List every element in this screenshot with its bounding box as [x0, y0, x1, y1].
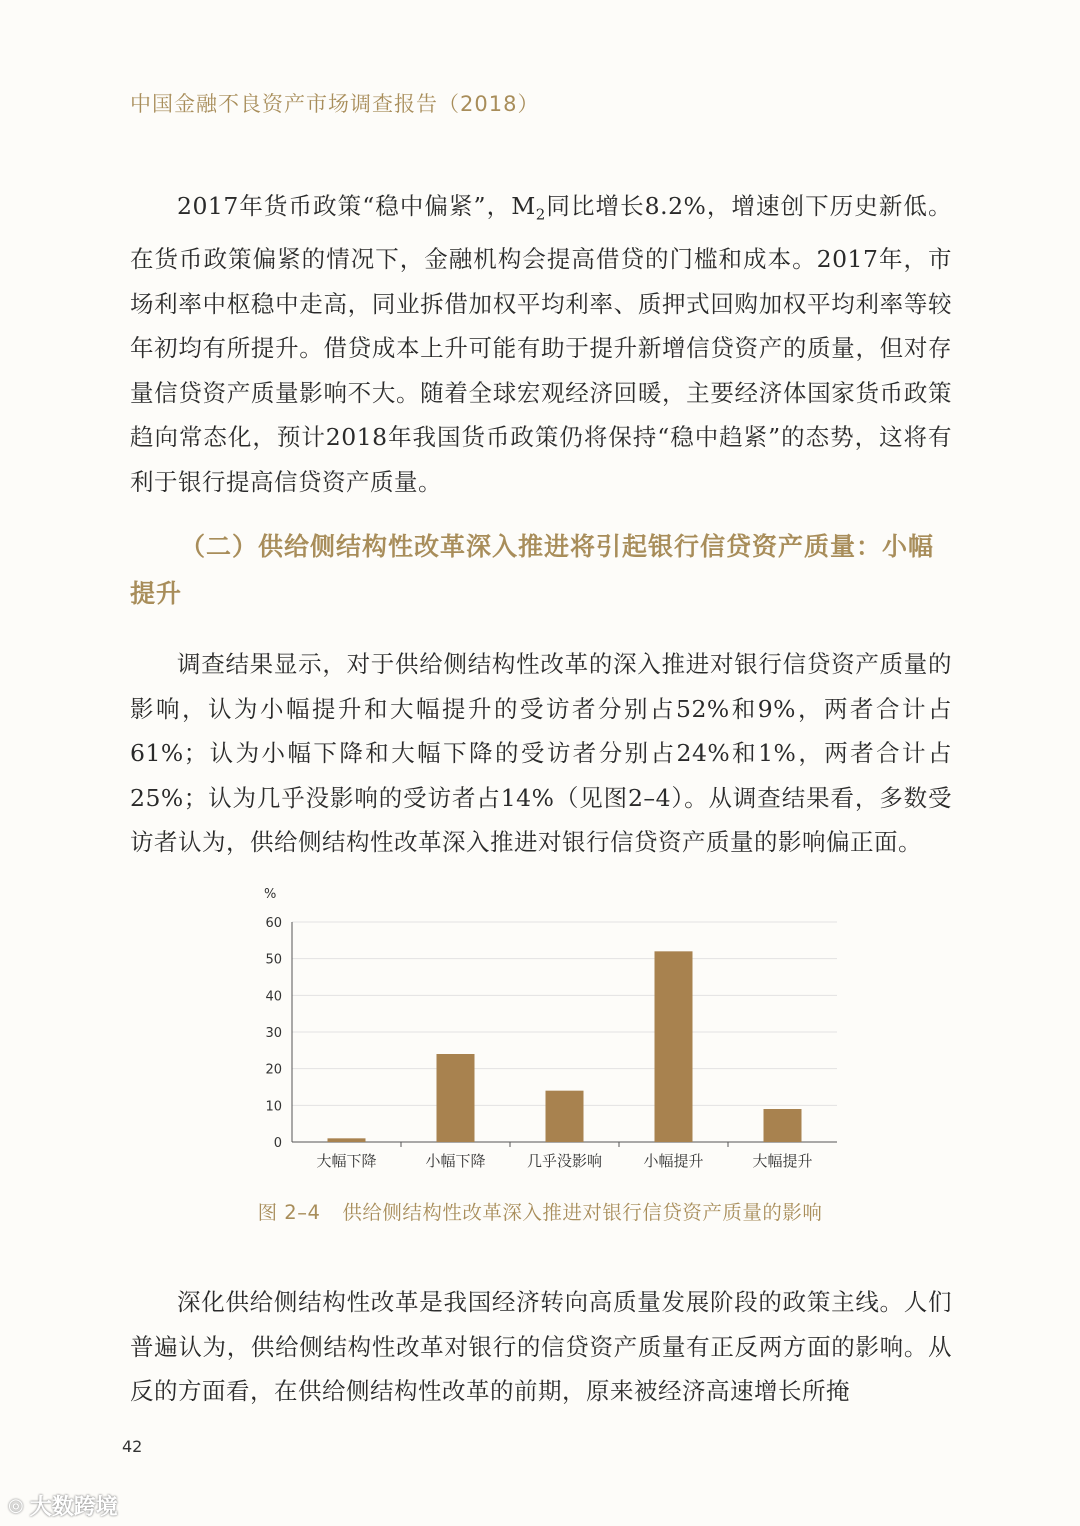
- bar: [764, 1109, 802, 1142]
- x-category-label: 大幅提升: [752, 1152, 813, 1170]
- bar: [437, 1054, 475, 1142]
- figure-title: 供给侧结构性改革深入推进对银行信贷资产质量的影响: [342, 1201, 823, 1224]
- paragraph-text: 2017年货币政策“稳中偏紧”，M: [177, 192, 536, 220]
- figure-number: 图 2–4: [257, 1201, 321, 1224]
- y-tick-label: 40: [265, 989, 282, 1005]
- y-tick-label: 60: [265, 916, 282, 931]
- y-axis-unit-label: %: [264, 887, 277, 902]
- page-number: 42: [122, 1437, 143, 1456]
- y-tick-label: 30: [265, 1026, 282, 1041]
- x-category-label: 小幅下降: [425, 1152, 486, 1170]
- y-tick-label: 10: [265, 1099, 282, 1115]
- bar: [328, 1138, 366, 1142]
- section-heading: （二）供给侧结构性改革深入推进将引起银行信贷资产质量：小幅提升: [130, 532, 935, 608]
- watermark: [8, 1490, 118, 1521]
- camera-circle-icon: ◎: [8, 1495, 24, 1516]
- bar-chart: [240, 875, 840, 1185]
- paragraph-text: 同比增长8.2%，增速创下历史新低。在货币政策偏紧的情况下，金融机构会提高借贷的门槛和成本。2017年，市场利率中枢稳中走高，同业拆借加权平均利率、质押式回购加权平均利率等较年初均有所提升。借贷成本上升可能有助于提升新增信贷资产的质量，但对存量信贷资产质量影响不大。随着全球宏观经济回暖，主要经济体国家货币政策趋向常态化，预计2018年我国货币政策仍将保持“稳中趋紧”的态势，这将有利于银行提高信贷资产质量。: [130, 192, 953, 496]
- running-header: 中国金融不良资产市场调查报告（2018）: [130, 92, 540, 116]
- x-category-label: 小幅提升: [643, 1152, 704, 1170]
- paragraph-supply-side-reform: 深化供给侧结构性改革是我国经济转向高质量发展阶段的政策主线。人们普遍认为，供给侧结构性改革对银行的信贷资产质量有正反两方面的影响。从反的方面看，在供给侧结构性改革的前期，原来被经济高速增长所掩: [130, 1288, 952, 1405]
- paragraph-monetary-policy: [130, 184, 952, 504]
- y-tick-label: 20: [265, 1062, 282, 1078]
- subscript: 2: [535, 205, 546, 224]
- y-tick-label: 0: [273, 1136, 282, 1151]
- watermark-text: 大数跨境: [29, 1495, 118, 1520]
- y-tick-label: 50: [265, 952, 282, 968]
- paragraph-survey-results: 调查结果显示，对于供给侧结构性改革的深入推进对银行信贷资产质量的影响，认为小幅提升和大幅提升的受访者分别占52%和9%，两者合计占61%；认为小幅下降和大幅下降的受访者分别占24%和1%，两者合计占25%；认为几乎没影响的受访者占14%（见图2–4）。从调查结果看，多数受访者认为，供给侧结构性改革深入推进对银行信贷资产质量的影响偏正面。: [130, 650, 952, 856]
- figure-caption: [0, 1197, 1080, 1225]
- bar: [546, 1091, 584, 1142]
- x-category-label: 几乎没影响: [526, 1152, 603, 1170]
- x-category-label: 大幅下降: [316, 1152, 377, 1170]
- bar: [655, 951, 693, 1142]
